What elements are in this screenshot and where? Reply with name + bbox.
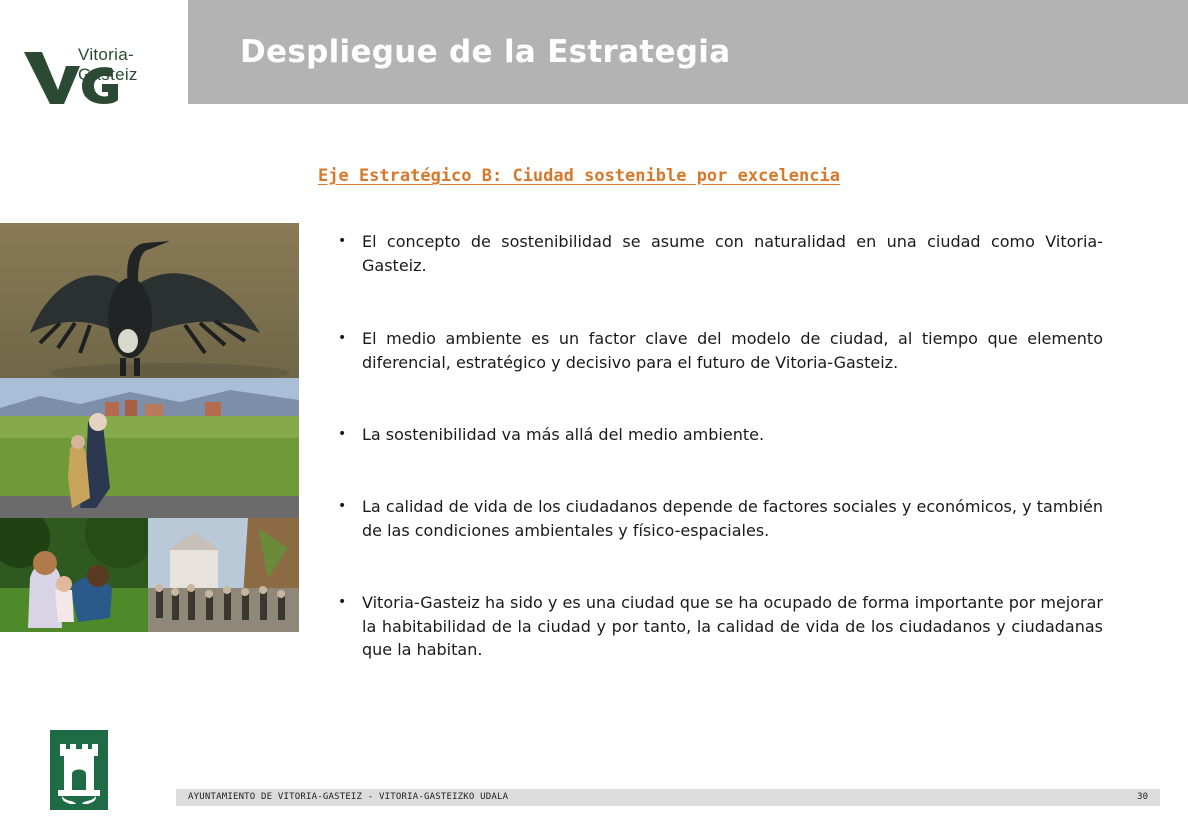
list-item: • La calidad de vida de los ciudadanos depende de factores sociales y económicos, y también de las condiciones ambientales y físico-espaciales. (338, 495, 1103, 542)
page-title: Despliegue de la Estrategia (240, 34, 731, 70)
page-number: 30 (1137, 792, 1148, 802)
bullet-dot: • (338, 594, 347, 610)
list-item: • El medio ambiente es un factor clave del modelo de ciudad, al tiempo que elemento diferencial, estratégico y decisivo para el futuro de Vitoria-Gasteiz. (338, 327, 1103, 374)
bullet-dot: • (338, 498, 347, 514)
bullet-dot: • (338, 233, 347, 249)
city-crest-icon (50, 730, 108, 810)
title-bar (188, 0, 1188, 104)
list-item: • El concepto de sostenibilidad se asume con naturalidad en una ciudad como Vitoria-Gasteiz. (338, 230, 1103, 277)
logo-text: Vitoria-Gasteiz (78, 45, 138, 84)
list-item: • Vitoria-Gasteiz ha sido y es una ciudad que se ha ocupado de forma importante por mejorar la habitabilidad de la ciudad y por tanto, la calidad de vida de los ciudadanos y ciudadanas que la habitan. (338, 591, 1103, 662)
cormorant-photo (0, 223, 299, 378)
logo (0, 0, 188, 104)
footer-text: AYUNTAMIENTO DE VITORIA-GASTEIZ - VITORIA-GASTEIZKO UDALA (188, 792, 509, 802)
footer-bar (176, 789, 1160, 806)
mother-child-photo (0, 518, 148, 632)
walkers-park-photo (0, 378, 299, 518)
bullet-dot: • (338, 330, 347, 346)
market-square-photo (148, 518, 299, 632)
section-subtitle: Eje Estratégico B: Ciudad sostenible por excelencia (318, 166, 840, 186)
bullet-dot: • (338, 426, 347, 442)
list-item: • La sostenibilidad va más allá del medio ambiente. (338, 423, 1103, 447)
